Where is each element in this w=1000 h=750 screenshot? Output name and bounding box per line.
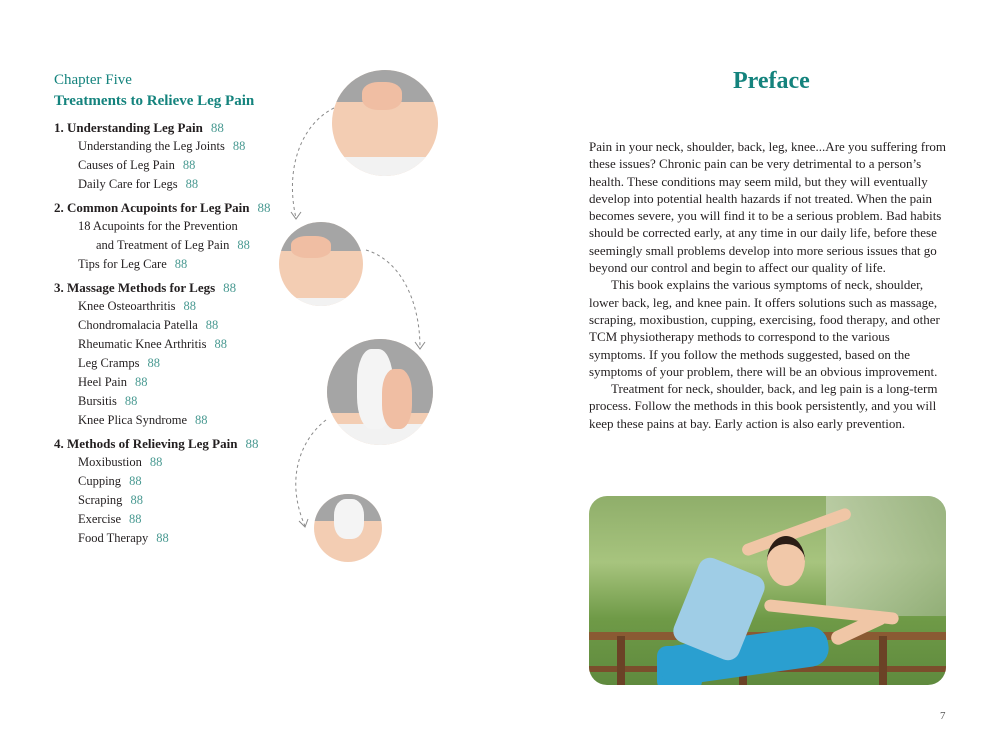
toc-item[interactable]: Moxibustion 88	[78, 455, 163, 469]
ankle-massage-photo	[314, 494, 382, 562]
page-ref: 88	[147, 356, 160, 370]
page-ref: 88	[223, 280, 237, 295]
page-number: 7	[940, 710, 946, 722]
toc-item[interactable]: Knee Plica Syndrome 88	[78, 413, 208, 427]
page-ref: 88	[182, 158, 196, 172]
toc-item[interactable]: Scraping 88	[78, 493, 143, 507]
toc-item[interactable]: Food Therapy 88	[78, 531, 169, 545]
preface-paragraph: Pain in your neck, shoulder, back, leg, knee...Are you suffering from these issues? Chronic pain can be very detrimental to a person’s health. These conditions may seem mild, but they will eventually develop into potential health hazards if not treated. When the pain becomes severe, you will find it to be a serious problem. Bad habits should be corrected early, at any time in our daily life, before these seemingly small problems develop into more serious issues that go beyond our control and begin to affect our quality of life.	[589, 139, 947, 276]
preface-paragraph: This book explains the various symptoms of neck, shoulder, lower back, leg, and knee pain. It offers solutions such as massage, scraping, moxibustion, cupping, exercising, food therapy, and other TCM physiotherapy methods to correspond to the various symptoms. If you follow the methods suggested, based on the symptoms of your problem, there will be an obvious improvement.	[589, 277, 940, 379]
leg-stretch-photo	[327, 339, 433, 445]
chapter-label: Chapter Five	[54, 72, 132, 88]
page-ref: 88	[257, 200, 271, 215]
chapter-title: Treatments to Relieve Leg Pain	[54, 93, 255, 109]
toc-section-title[interactable]: 4. Methods of Relieving Leg Pain 88	[54, 436, 259, 451]
toc-item[interactable]: 18 Acupoints for the Prevention	[78, 219, 238, 233]
toc-item[interactable]: Rheumatic Knee Arthritis 88	[78, 337, 227, 351]
page-ref: 88	[185, 177, 199, 191]
page-ref: 88	[129, 512, 142, 526]
page-ref: 88	[130, 493, 143, 507]
right-page	[500, 0, 1000, 750]
page-ref: 88	[149, 455, 163, 469]
toc-item[interactable]: Heel Pain 88	[78, 375, 148, 389]
toc-item[interactable]: Causes of Leg Pain 88	[78, 158, 196, 172]
toc-item[interactable]: Cupping 88	[78, 474, 142, 488]
toc-item[interactable]: Understanding the Leg Joints 88	[78, 139, 246, 153]
page-ref: 88	[237, 238, 250, 252]
page-ref: 88	[156, 531, 169, 545]
toc-item[interactable]: Bursitis 88	[78, 394, 138, 408]
page-ref: 88	[214, 337, 227, 351]
page-ref: 88	[245, 436, 259, 451]
page-ref: 88	[129, 474, 142, 488]
page-ref: 88	[232, 139, 246, 153]
page-ref: 88	[195, 413, 208, 427]
toc-item[interactable]: Exercise 88	[78, 512, 142, 526]
page-ref: 88	[183, 299, 197, 313]
toc-item-continuation[interactable]: and Treatment of Leg Pain 88	[96, 238, 250, 252]
toc-item[interactable]: Leg Cramps 88	[78, 356, 160, 370]
thigh-massage-photo	[332, 70, 438, 176]
woman-stretching-outdoors-photo	[589, 496, 946, 685]
toc-section-title[interactable]: 2. Common Acupoints for Leg Pain 88	[54, 200, 271, 215]
toc-section-title[interactable]: 3. Massage Methods for Legs 88	[54, 280, 237, 295]
toc-item[interactable]: Knee Osteoarthritis 88	[78, 299, 197, 313]
toc-section-title[interactable]: 1. Understanding Leg Pain 88	[54, 120, 224, 135]
page-ref: 88	[205, 318, 219, 332]
toc-item[interactable]: Daily Care for Legs 88	[78, 177, 199, 191]
toc-item[interactable]: Chondromalacia Patella 88	[78, 318, 219, 332]
page-ref: 88	[210, 120, 224, 135]
page-ref: 88	[174, 257, 188, 271]
page-ref: 88	[134, 375, 148, 389]
knee-massage-photo	[279, 222, 363, 306]
preface-paragraph: Treatment for neck, shoulder, back, and leg pain is a long-term process. Follow the methods in this book persistently, and you will keep these pains at bay. Early action is also early prevention.	[589, 381, 938, 431]
toc-item[interactable]: Tips for Leg Care 88	[78, 257, 188, 271]
preface-title: Preface	[733, 68, 810, 94]
page-ref: 88	[124, 394, 138, 408]
preface-body	[589, 138, 949, 432]
